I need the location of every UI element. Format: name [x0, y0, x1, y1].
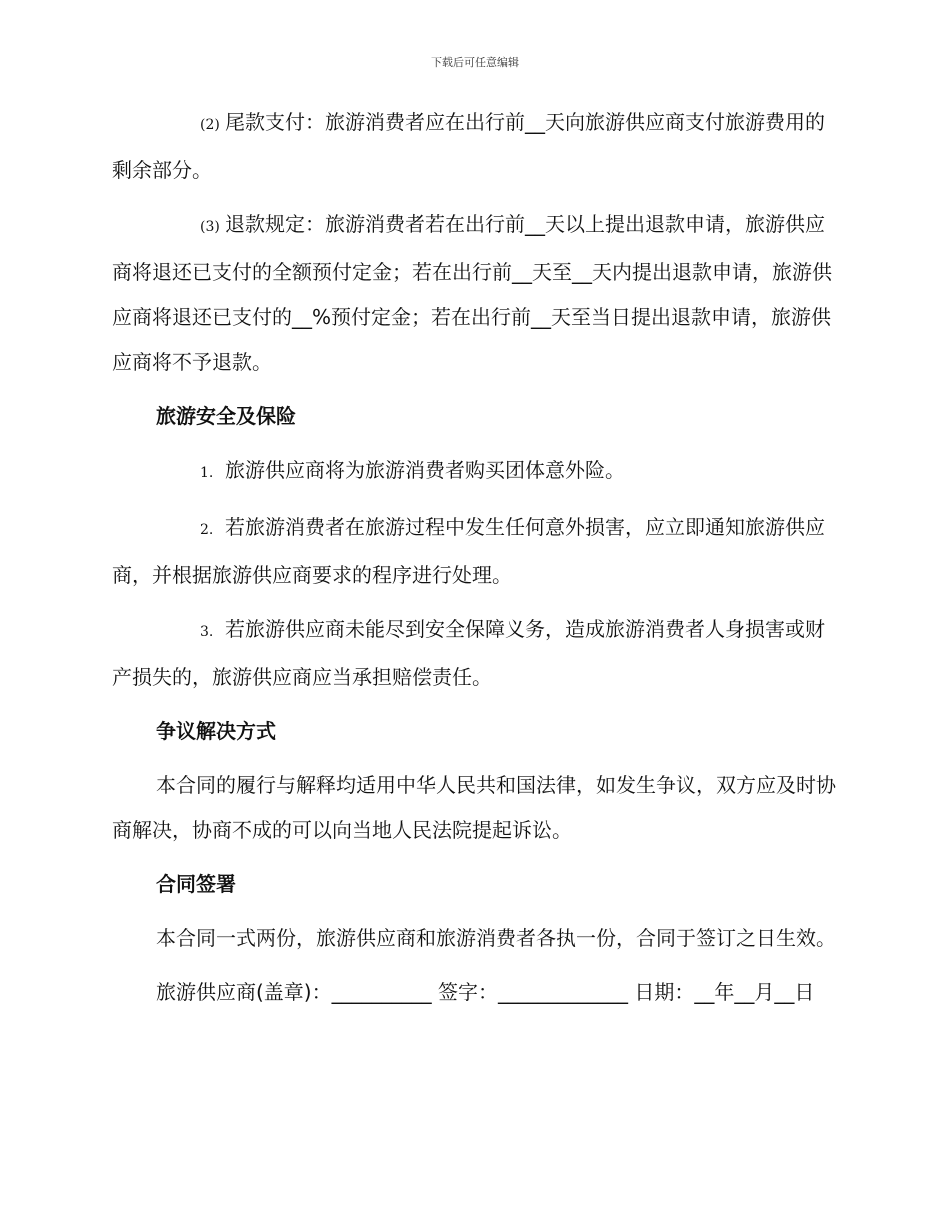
- item-text: 尾款支付：旅游消费者应在出行前__天向旅游供应商支付旅游费用的剩余部分。: [112, 110, 825, 182]
- item-number: 3.: [200, 624, 214, 640]
- item-number: 1.: [200, 465, 214, 481]
- safety-item-3: [112, 607, 838, 700]
- item-number: 2.: [200, 522, 214, 538]
- section-heading-safety: 旅游安全及保险: [156, 404, 296, 428]
- page-header: 下载后可任意编辑: [431, 56, 519, 69]
- payment-item-3: [112, 202, 838, 385]
- signature-line: 旅游供应商(盖章)：__________ 签字：_____________ 日期：__年__月__日: [156, 980, 815, 1004]
- safety-item-1: [112, 448, 838, 496]
- dispute-paragraph: 本合同的履行与解释均适用中华人民共和国法律，如发生争议，双方应及时协商解决，协商不成的可以向当地人民法院提起诉讼。: [112, 773, 836, 842]
- signing-paragraph: 本合同一式两份，旅游供应商和旅游消费者各执一份，合同于签订之日生效。: [156, 926, 836, 950]
- item-text: 旅游供应商将为旅游消费者购买团体意外险。: [225, 458, 625, 482]
- item-text: 退款规定：旅游消费者若在出行前__天以上提出退款申请，旅游供应商将退还已支付的全额预付定金；若在出行前__天至__天内提出退款申请，旅游供应商将退还已支付的__%预付定金；若在出行前__天至当日提出退款申请，旅游供应商将不予退款。: [112, 212, 832, 374]
- payment-item-2: [112, 100, 838, 193]
- section-heading-signing: 合同签署: [156, 872, 236, 896]
- safety-item-2: [112, 505, 838, 598]
- item-text: 若旅游消费者在旅游过程中发生任何意外损害，应立即通知旅游供应商，并根据旅游供应商要求的程序进行处理。: [112, 515, 825, 587]
- document-body: [112, 100, 838, 1015]
- section-heading-dispute: 争议解决方式: [156, 719, 276, 743]
- item-text: 若旅游供应商未能尽到安全保障义务，造成旅游消费者人身损害或财产损失的，旅游供应商应当承担赔偿责任。: [112, 617, 825, 689]
- item-number: (2): [200, 117, 220, 133]
- item-number: (3): [200, 219, 220, 235]
